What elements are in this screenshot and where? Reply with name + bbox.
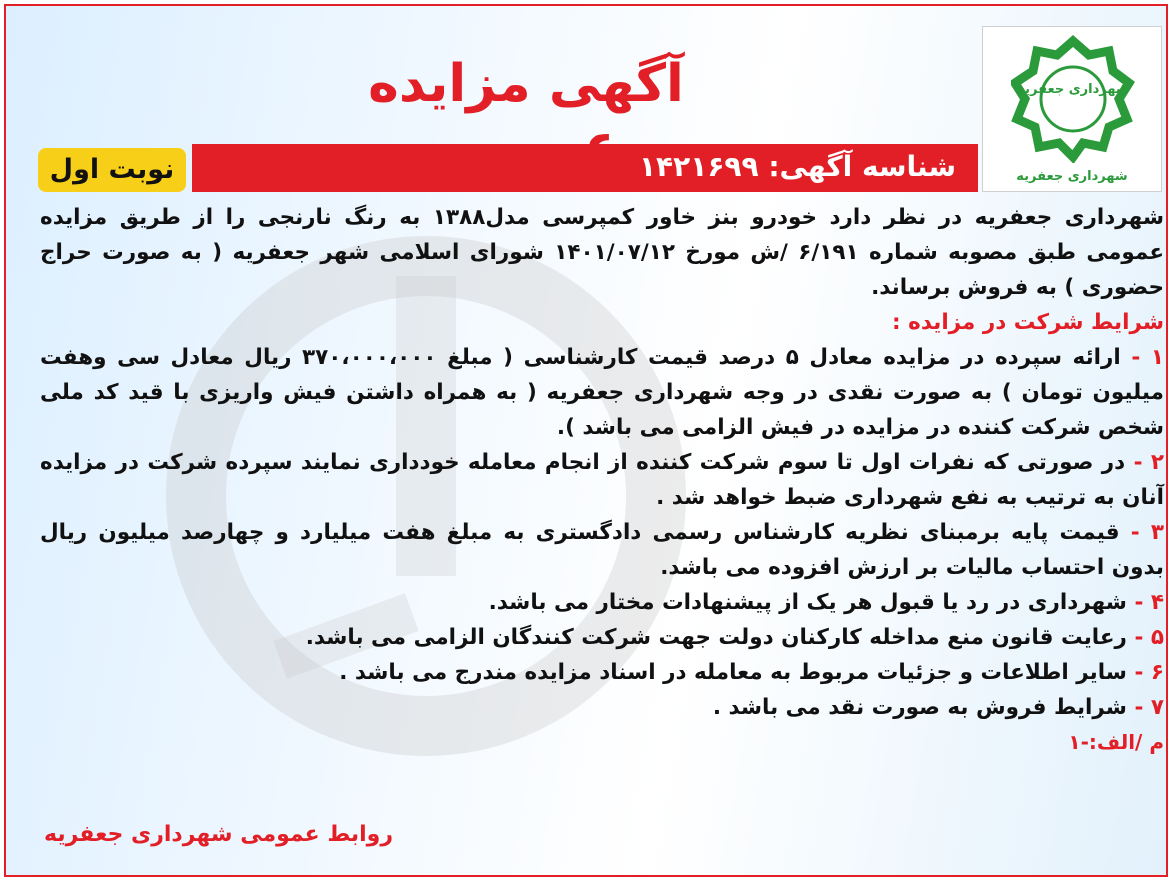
condition-text: رعایت قانون منع مداخله کارکنان دولت جهت شرکت کنندگان الزامی می باشد. — [305, 625, 1127, 650]
intro-paragraph: شهرداری جعفریه در نظر دارد خودرو بنز خاور کمپرسی مدل۱۳۸۸ به رنگ نارنجی را از طریق مزایده عمومی طبق مصوبه شماره ۶/۱۹۱ /ش مورخ ۱۴۰۱/۰۷/۱۲ شورای اسلامی شهر جعفریه ( به صورت حراج حضوری ) به فروش برساند. — [40, 205, 1165, 300]
condition-number: ۲ - — [1133, 450, 1164, 475]
condition-item — [40, 445, 1164, 515]
condition-number: ۵ - — [1134, 625, 1164, 650]
condition-number: ۷ - — [1134, 695, 1164, 720]
condition-text: شرایط فروش به صورت نقد می باشد . — [712, 695, 1127, 720]
condition-item — [40, 340, 1164, 445]
condition-item — [40, 655, 1164, 690]
reference-code: م /الف:-۱ — [1068, 730, 1164, 754]
condition-number: ۴ - — [1134, 590, 1164, 615]
municipality-logo — [982, 26, 1162, 192]
notice-body — [40, 200, 1164, 760]
ad-id-label: شناسه آگهی: ۱۴۲۱۶۹۹ — [638, 150, 956, 183]
logo-caption: شهرداری جعفریه — [1016, 169, 1128, 184]
condition-item — [40, 515, 1164, 585]
municipality-emblem-icon — [1011, 33, 1135, 163]
condition-item — [40, 620, 1164, 655]
condition-text: شهرداری در رد یا قبول هر یک از پیشنهادات مختار می باشد. — [488, 590, 1127, 615]
condition-text: قیمت پایه برمبنای نظریه کارشناس رسمی دادگستری به مبلغ هفت میلیارد و چهارصد میلیون ریال بدون احتساب مالیات بر ارزش افزوده می باشد. — [40, 520, 1164, 580]
condition-text: سایر اطلاعات و جزئیات مربوط به معامله در اسناد مزایده مندرج می باشد . — [339, 660, 1127, 685]
condition-text: ارائه سپرده در مزایده معادل ۵ درصد قیمت کارشناسی ( مبلغ ۳۷۰،۰۰۰،۰۰۰ ریال معادل سی وهفت میلیون تومان ) به صورت نقدی در وجه شهرداری جعفریه ( به همراه داشتن فیش واریزی با قید کد ملی شخص شرکت کننده در مزایده در فیش الزامی می باشد ). — [40, 345, 1164, 440]
notice-frame — [4, 4, 1168, 877]
condition-item — [40, 585, 1164, 620]
condition-item — [40, 690, 1164, 725]
condition-number: ۶ - — [1134, 660, 1164, 685]
logo-inner-text: شهرداری جعفریه — [1017, 82, 1129, 97]
ad-id-bar — [192, 144, 978, 192]
page-title: آگهی مزایده — [368, 54, 684, 114]
condition-number: ۳ - — [1130, 520, 1164, 545]
condition-number: ۱ - — [1131, 345, 1164, 370]
footer-signature: روابط عمومی شهرداری جعفریه — [44, 822, 394, 847]
condition-text: در صورتی که نفرات اول تا سوم شرکت کننده از انجام معامله خودداری نمایند سپرده شرکت در مزایده آنان به ترتیب به نفع شهرداری ضبط خواهد شد . — [40, 450, 1164, 510]
conditions-title: شرایط شرکت در مزایده : — [892, 310, 1164, 335]
round-badge: نوبت اول — [38, 148, 186, 192]
